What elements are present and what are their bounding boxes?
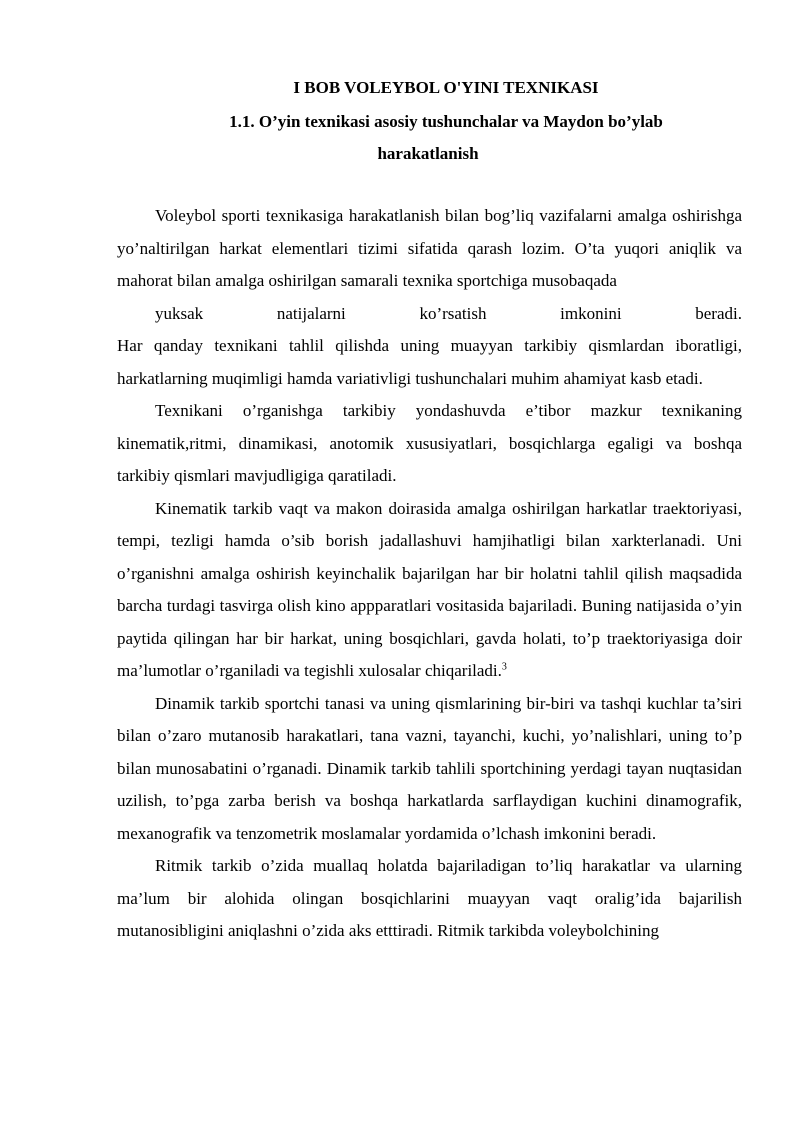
paragraph-4 (117, 493, 742, 688)
paragraph-3: Texnikani o’rganishga tarkibiy yondashuvda e’tibor mazkur texnikaning kinematik,ritmi, dinamikasi, anotomik xususiyatlari, bosqichlarga egaligi va boshqa tarkibiy qismlari mavjudligiga qaratiladi. (117, 401, 742, 485)
paragraph-2: Har qanday texnikani tahlil qilishda uning muayyan tarkibiy qismlardan iboratligi, harkatlarning muqimligi hamda variativligi tushunchalari muhim ahamiyat kasb etadi. (117, 336, 742, 388)
chapter-title: I BOB VOLEYBOL O'YINI TEXNIKASI (293, 78, 599, 97)
paragraph-1 (117, 200, 742, 330)
document-body (117, 200, 742, 948)
paragraph-4-text: Kinematik tarkib vaqt va makon doirasida amalga oshirilgan harkatlar traektoriyasi, tempi, tezligi hamda o’sib borish jadallashuvi hamjihatligi bilan xarkterlanadi. Uni o’rganishni amalga oshirish keyinchalik bajarilgan har bir holatni tahlil qilish maqsadida barcha turdagi tasvirga olish kino appparatlari vositasida bajariladi. Buning natijasida o’yin paytida qilingan har bir harkat, uning bosqichlari, gavda holati, to’p traektoriyasiga doir ma’lumotlar o’rganiladi va tegishli xulosalar chiqariladi. (117, 498, 742, 680)
footnote-marker: 3 (501, 661, 507, 673)
paragraph-1-text: Voleybol sporti texnikasiga harakatlanish bilan bog’liq vazifalarni amalga oshirishga yo’naltirilgan harkat elementlari tizimi sifatida qarash lozim. O’ta yuqori aniqlik va mahorat bilan amalga oshirilgan samarali texnika sportchiga musobaqada (117, 206, 742, 290)
paragraph-1-last-line: yuksak natijalarni ko’rsatish imkonini beradi. (155, 303, 742, 323)
paragraph-6: Ritmik tarkib o’zida muallaq holatda bajariladigan to’liq harakatlar va ularning ma’lum bir alohida olingan bosqichlarini muayyan vaqt oralig’ida bajarilish mutanosibligini aniqlashni o’zida aks etttiradi. Ritmik tarkibda voleybolchining (117, 856, 742, 940)
section-title-line1: 1.1. O’yin texnikasi asosiy tushunchalar va Maydon bo’ylab (229, 112, 663, 131)
paragraph-5: Dinamik tarkib sportchi tanasi va uning qismlarining bir-biri va tashqi kuchlar ta’siri bilan o’zaro mutanosib harakatlari, tana vazni, tayanchi, kuchi, yo’nalishlari, uning to’p bilan munosabatini o’rganadi. Dinamik tarkib tahlili sportchining yerdagi tayan nuqtasidan uzilish, to’pga zarba berish va boshqa harkatlarda sarflaydigan kuchini dinamografik, mexanografik va tenzometrik moslamalar yordamida o’lchash imkonini beradi. (117, 693, 742, 843)
section-title-line2: harakatlanish (377, 144, 479, 163)
